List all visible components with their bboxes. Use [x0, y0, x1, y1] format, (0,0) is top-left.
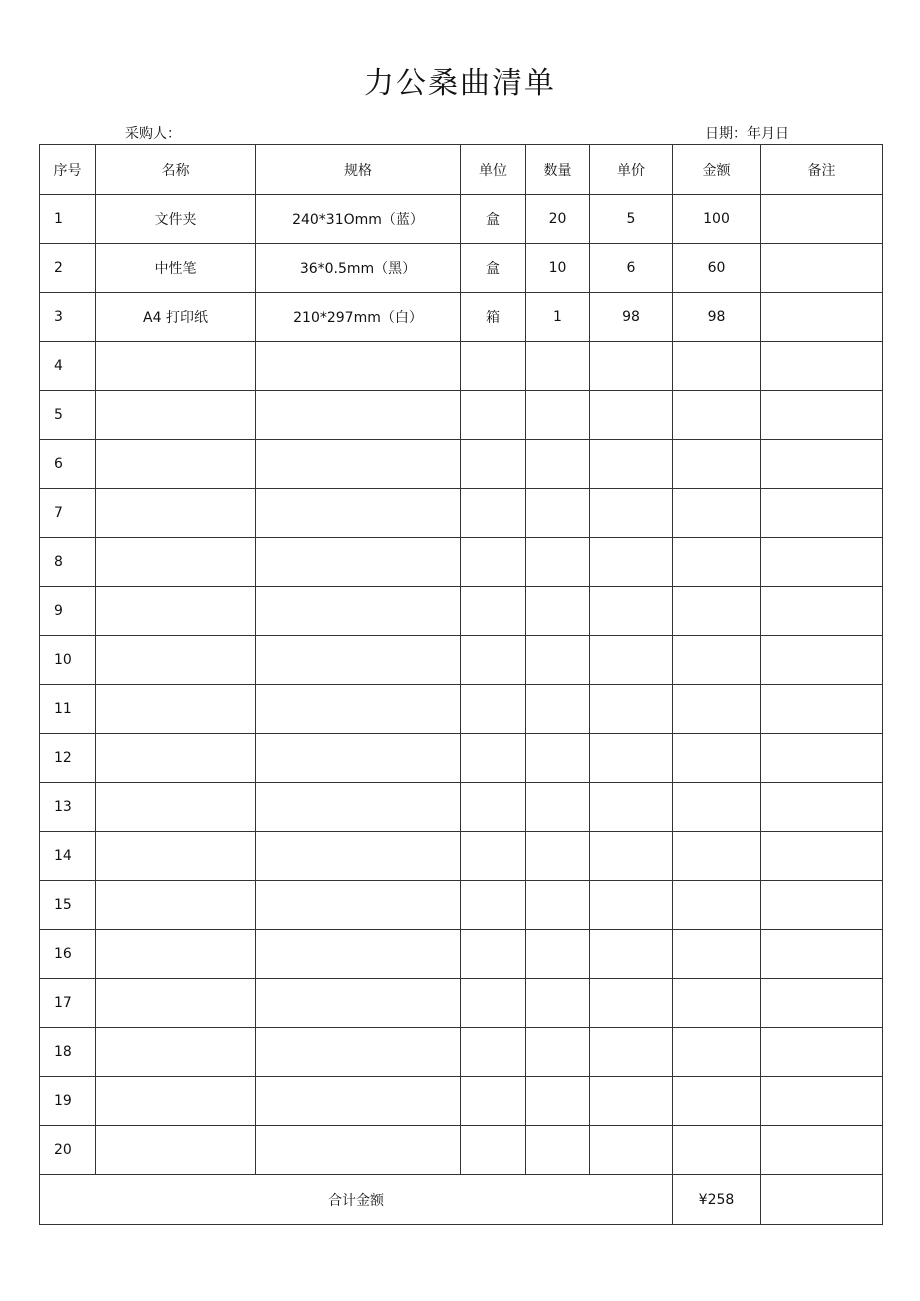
- cell-qty: 1: [526, 293, 590, 342]
- table-header-row: [40, 145, 883, 195]
- table-row: [40, 783, 883, 832]
- cell-note: [761, 342, 883, 391]
- table-row: [40, 244, 883, 293]
- cell-note: [761, 587, 883, 636]
- cell-name: [96, 685, 256, 734]
- cell-qty: [526, 342, 590, 391]
- cell-spec: [256, 636, 461, 685]
- cell-amount: [673, 832, 761, 881]
- cell-note: [761, 195, 883, 244]
- cell-note: [761, 881, 883, 930]
- cell-seq: 8: [40, 538, 96, 587]
- table-row: [40, 930, 883, 979]
- cell-seq: 20: [40, 1126, 96, 1175]
- cell-spec: [256, 979, 461, 1028]
- total-row: [40, 1175, 883, 1225]
- cell-note: [761, 244, 883, 293]
- header-price: 单价: [590, 145, 673, 195]
- table-row: [40, 881, 883, 930]
- table-row: [40, 979, 883, 1028]
- cell-amount: [673, 538, 761, 587]
- cell-spec: [256, 832, 461, 881]
- cell-qty: [526, 1126, 590, 1175]
- cell-qty: [526, 734, 590, 783]
- cell-qty: [526, 440, 590, 489]
- cell-amount: [673, 587, 761, 636]
- cell-name: [96, 391, 256, 440]
- cell-spec: 36*0.5mm（黑）: [256, 244, 461, 293]
- cell-unit: [461, 832, 526, 881]
- cell-amount: [673, 734, 761, 783]
- cell-name: [96, 881, 256, 930]
- cell-price: 98: [590, 293, 673, 342]
- cell-price: [590, 734, 673, 783]
- header-seq: 序号: [40, 145, 96, 195]
- cell-qty: [526, 1028, 590, 1077]
- table-row: [40, 538, 883, 587]
- cell-unit: [461, 734, 526, 783]
- cell-qty: [526, 587, 590, 636]
- header-spec: 规格: [256, 145, 461, 195]
- cell-seq: 4: [40, 342, 96, 391]
- cell-seq: 2: [40, 244, 96, 293]
- cell-spec: 240*31Omm（蓝）: [256, 195, 461, 244]
- cell-name: [96, 832, 256, 881]
- cell-qty: [526, 881, 590, 930]
- cell-note: [761, 979, 883, 1028]
- cell-spec: [256, 1028, 461, 1077]
- table-row: [40, 391, 883, 440]
- date-label: 日期：年月日: [705, 126, 789, 142]
- table-row: [40, 440, 883, 489]
- cell-qty: [526, 685, 590, 734]
- cell-amount: [673, 1028, 761, 1077]
- cell-spec: [256, 1126, 461, 1175]
- total-note: [761, 1175, 883, 1225]
- cell-spec: [256, 930, 461, 979]
- cell-unit: [461, 1077, 526, 1126]
- cell-amount: 98: [673, 293, 761, 342]
- header-qty: 数量: [526, 145, 590, 195]
- cell-amount: [673, 881, 761, 930]
- cell-note: [761, 783, 883, 832]
- cell-note: [761, 1028, 883, 1077]
- cell-unit: [461, 881, 526, 930]
- cell-name: [96, 1028, 256, 1077]
- cell-note: [761, 930, 883, 979]
- cell-unit: [461, 930, 526, 979]
- cell-seq: 17: [40, 979, 96, 1028]
- table-row: [40, 195, 883, 244]
- cell-seq: 7: [40, 489, 96, 538]
- cell-price: [590, 685, 673, 734]
- table-row: [40, 587, 883, 636]
- cell-unit: [461, 1126, 526, 1175]
- cell-unit: [461, 342, 526, 391]
- cell-name: [96, 489, 256, 538]
- cell-qty: [526, 979, 590, 1028]
- cell-seq: 5: [40, 391, 96, 440]
- cell-amount: [673, 636, 761, 685]
- cell-unit: [461, 587, 526, 636]
- cell-name: [96, 930, 256, 979]
- cell-name: [96, 538, 256, 587]
- cell-seq: 15: [40, 881, 96, 930]
- cell-unit: [461, 783, 526, 832]
- cell-amount: [673, 930, 761, 979]
- cell-price: [590, 881, 673, 930]
- cell-note: [761, 391, 883, 440]
- table-row: [40, 832, 883, 881]
- cell-amount: 60: [673, 244, 761, 293]
- cell-unit: 箱: [461, 293, 526, 342]
- cell-seq: 1: [40, 195, 96, 244]
- cell-seq: 9: [40, 587, 96, 636]
- cell-seq: 3: [40, 293, 96, 342]
- cell-unit: [461, 489, 526, 538]
- cell-spec: [256, 391, 461, 440]
- cell-amount: [673, 489, 761, 538]
- cell-unit: [461, 391, 526, 440]
- cell-unit: [461, 979, 526, 1028]
- table-row: [40, 1028, 883, 1077]
- cell-spec: [256, 1077, 461, 1126]
- header-amount: 金额: [673, 145, 761, 195]
- cell-spec: [256, 440, 461, 489]
- cell-spec: [256, 685, 461, 734]
- cell-seq: 13: [40, 783, 96, 832]
- cell-name: [96, 636, 256, 685]
- total-label: 合计金额: [40, 1175, 673, 1225]
- cell-unit: [461, 1028, 526, 1077]
- cell-qty: [526, 489, 590, 538]
- table-row: [40, 734, 883, 783]
- table-row: [40, 489, 883, 538]
- table-row: [40, 1126, 883, 1175]
- cell-price: [590, 979, 673, 1028]
- header-name: 名称: [96, 145, 256, 195]
- cell-price: [590, 783, 673, 832]
- cell-name: 中性笔: [96, 244, 256, 293]
- cell-qty: [526, 930, 590, 979]
- cell-amount: [673, 685, 761, 734]
- cell-seq: 14: [40, 832, 96, 881]
- cell-price: [590, 587, 673, 636]
- cell-amount: [673, 783, 761, 832]
- cell-seq: 18: [40, 1028, 96, 1077]
- cell-unit: [461, 685, 526, 734]
- cell-unit: [461, 538, 526, 587]
- cell-price: [590, 1028, 673, 1077]
- cell-unit: 盒: [461, 195, 526, 244]
- table-row: [40, 1077, 883, 1126]
- cell-spec: 210*297mm（白）: [256, 293, 461, 342]
- cell-name: [96, 1077, 256, 1126]
- total-amount: ¥258: [673, 1175, 761, 1225]
- cell-note: [761, 1077, 883, 1126]
- cell-spec: [256, 783, 461, 832]
- cell-spec: [256, 489, 461, 538]
- cell-name: A4 打印纸: [96, 293, 256, 342]
- cell-name: [96, 440, 256, 489]
- cell-amount: [673, 391, 761, 440]
- cell-price: 6: [590, 244, 673, 293]
- cell-name: [96, 587, 256, 636]
- cell-qty: 10: [526, 244, 590, 293]
- cell-qty: [526, 832, 590, 881]
- cell-spec: [256, 342, 461, 391]
- cell-qty: [526, 636, 590, 685]
- document-title: 力公桑曲清单: [364, 66, 556, 101]
- cell-amount: [673, 979, 761, 1028]
- table-row: [40, 293, 883, 342]
- cell-price: [590, 391, 673, 440]
- cell-price: [590, 440, 673, 489]
- cell-note: [761, 538, 883, 587]
- cell-seq: 10: [40, 636, 96, 685]
- cell-note: [761, 489, 883, 538]
- purchase-list-table: [39, 144, 883, 1225]
- cell-spec: [256, 538, 461, 587]
- cell-seq: 12: [40, 734, 96, 783]
- header-note: 备注: [761, 145, 883, 195]
- cell-price: [590, 538, 673, 587]
- cell-amount: [673, 440, 761, 489]
- cell-price: [590, 930, 673, 979]
- cell-name: [96, 979, 256, 1028]
- cell-name: [96, 734, 256, 783]
- cell-seq: 16: [40, 930, 96, 979]
- cell-seq: 19: [40, 1077, 96, 1126]
- cell-note: [761, 293, 883, 342]
- cell-price: [590, 1077, 673, 1126]
- cell-note: [761, 636, 883, 685]
- cell-amount: 100: [673, 195, 761, 244]
- cell-price: [590, 489, 673, 538]
- cell-note: [761, 832, 883, 881]
- buyer-label: 采购人：: [125, 126, 181, 142]
- header-unit: 单位: [461, 145, 526, 195]
- cell-price: [590, 342, 673, 391]
- table-row: [40, 636, 883, 685]
- cell-amount: [673, 1126, 761, 1175]
- table-row: [40, 342, 883, 391]
- cell-qty: [526, 391, 590, 440]
- cell-price: [590, 636, 673, 685]
- cell-name: [96, 342, 256, 391]
- cell-amount: [673, 1077, 761, 1126]
- cell-spec: [256, 587, 461, 636]
- cell-spec: [256, 734, 461, 783]
- cell-price: [590, 1126, 673, 1175]
- table-row: [40, 685, 883, 734]
- cell-qty: [526, 538, 590, 587]
- cell-unit: [461, 440, 526, 489]
- cell-name: [96, 783, 256, 832]
- cell-qty: 20: [526, 195, 590, 244]
- cell-qty: [526, 1077, 590, 1126]
- cell-unit: 盒: [461, 244, 526, 293]
- cell-name: [96, 1126, 256, 1175]
- cell-note: [761, 1126, 883, 1175]
- cell-amount: [673, 342, 761, 391]
- cell-seq: 11: [40, 685, 96, 734]
- cell-note: [761, 440, 883, 489]
- cell-unit: [461, 636, 526, 685]
- cell-spec: [256, 881, 461, 930]
- cell-qty: [526, 783, 590, 832]
- cell-price: 5: [590, 195, 673, 244]
- cell-name: 文件夹: [96, 195, 256, 244]
- cell-note: [761, 685, 883, 734]
- cell-price: [590, 832, 673, 881]
- cell-note: [761, 734, 883, 783]
- cell-seq: 6: [40, 440, 96, 489]
